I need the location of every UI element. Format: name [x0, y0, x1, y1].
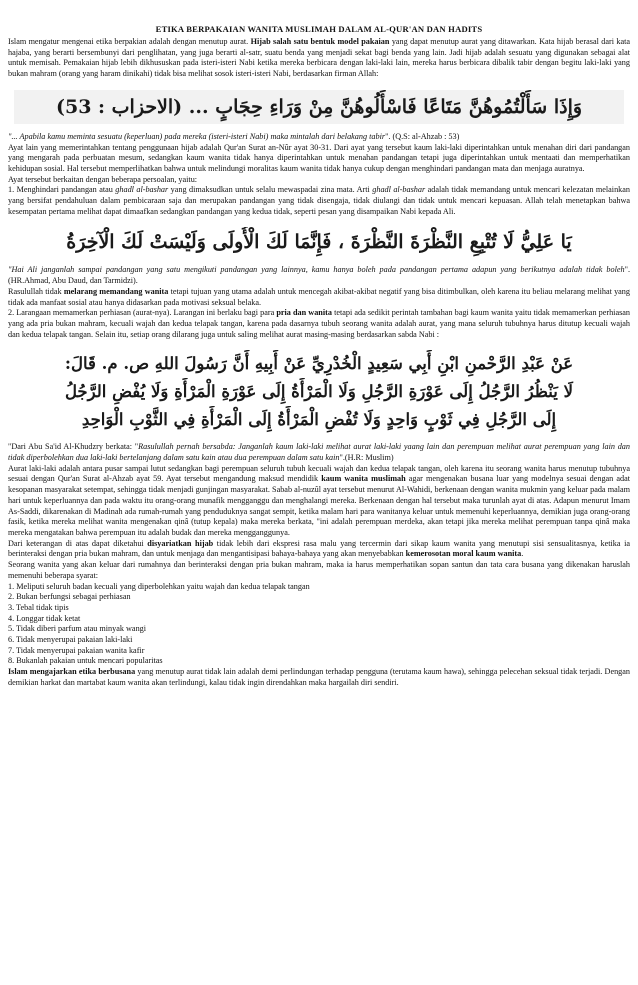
requirements-list	[8, 582, 630, 668]
para-4-bold: melarang memandang wanita	[63, 286, 169, 296]
para-5-bold: kaum wanita muslimah	[321, 474, 406, 484]
paragraph-syarat: Seorang wanita yang akan keluar dari rumahnya dan berinteraksi dengan pria bukan mahram, maka ia harus memperhatikan sopan santun dan tata cara busana yang dikenakan haruslah memenuhi beberapa syarat:	[8, 560, 630, 580]
arabic-line-3: إِلَى الرَّجُلِ فِي ثَوْبٍ وَاحِدٍ وَلَا تُفْضِ الْمَرْأَةُ إِلَى الْمَرْأَةِ فِي الثَّوْبِ الْوَاحِدِ	[81, 410, 557, 430]
list-item: 1. Meliputi seluruh badan kecuali yang diperbolehkan yaitu wajah dan kedua telapak tangan	[8, 581, 310, 591]
translation-quote-1	[8, 132, 630, 143]
paragraph-an-nur: Ayat lain yang memerintahkan tentang penggunaan hijab adalah Qur'an Surat an-Nûr ayat 30-31. Dari ayat yang tersebut kaum laki-laki diperintahkan untuk menahan diri dari pandangan yang mengarah pada perbuatan mesum, sedangkan kaum wanita tidak hanya diperintahkan untuk menahan pandangan tetapi juga diperintahkan untuk mentaati dan memperhatikan kehidupan sosial. Hal tersebut memperlihatkan bahwa untuk melindungi moralitas kaum wanita tidak hanya cukup dengan menghindari pandangan mata dan menjaga auratnya.	[8, 142, 630, 173]
para-4-text-2: tetapi tujuan yang utama adalah untuk mencegah akibat-akibat negatif yang bisa ditimbulkan, oleh karena itu beliau melarang melihat yang tidak ada manfaat sosial atau hanya didasarkan pada motivasi seksual belaka.	[8, 286, 630, 307]
point-1-ghadl-al-bashar	[8, 185, 630, 217]
para-5-text-2: agar mengenakan busana luar yang modelnya sesuai dengan adat kesopanan masyarakat setempat, sehingga tidak menjadi gunjingan masyarakat. Sabab al-nuzûl ayat tersebut menurut Al-Wahidi, berkenaan dengan wanita mukmin yang keluar pada malam hari untuk keperluannya dan pada waktu itu orang-orang munafik mengganggu dan menghalangi mereka. Berkenaan dengan hal tersebut maka turunlah ayat di atas. Adapun menurut Imam As-Saddi, dikarenakan di Madinah ada rumah-rumah yang penduduknya sangat sempit, ketika malam hari para wanitanya keluar untuk memenuhi keperluannya, demikian juga orang-orang fasik, ketika mereka melihat wanita mengenakan qinâ (tutup kepala) maka mereka berkata, "ini adalah perempuan merdeka, akan tetapi jika mereka melihat perempuan tanpa qinâ maka mereka mengatakan bahwa perempuan itu adalah budak dan mereka mengganggunya.	[8, 474, 630, 537]
point-1-italic: ghadl al-bashar	[115, 185, 169, 195]
arabic-line-1: عَنْ عَبْدِ الرَّحْمنِ ابْنِ أَبِي سَعِيدٍ الْخُدْرِيِّ عَنْ أَبِيهِ أَنَّ رَسُولَ اللهِ ص. م. قَالَ:	[64, 354, 574, 374]
quote-3-text: "Dari Abu Sa'id Al-Khudzry berkata: "	[8, 442, 139, 452]
para-6-text-2: tidak lebih dari ekspresi rasa malu yang tercermin dari sikap kaum wanita yang menutupi sisi sensualitasnya, ketika ia berinteraksi dengan pria bukan mahram, dan untuk menjaga dan mengantisipasi bahaya-bahaya yang akan menyebabkan	[8, 538, 630, 559]
point-2-bold: pria dan wanita	[276, 308, 332, 318]
paragraph-hijab	[8, 539, 630, 560]
document-title: ETIKA BERPAKAIAN WANITA MUSLIMAH DALAM AL-QUR'AN DAN HADITS	[155, 24, 483, 34]
point-2-perhiasan	[8, 308, 630, 340]
list-item: 2. Bukan berfungsi sebagai perhiasan	[8, 592, 131, 602]
paragraph-rasulullah	[8, 287, 630, 308]
intro-text: Islam mengatur mengenai etika berpakian adalah dengan menutup aurat.	[8, 37, 251, 46]
point-1-text-3: adalah tidak memandang untuk mencari kelezatan melainkan yang bersifat pendahuluan dalam pembicaraan saja dan merupakan pandangan yang tidak disengaja, tidak diulangi dan tidak untuk mencari kepuasan. Allah telah menetapkan bahwa kesempatan pertama melihat dapat dimaafkan sedangkan pandangan yang kedua tidak, seperti pesan yang disampaikan Nabi kepada Ali.	[8, 185, 630, 216]
list-item: 5. Tidak diberi parfum atau minyak wangi	[8, 624, 147, 634]
para-6-bold: disyariatkan hijab	[147, 538, 214, 548]
point-2-text-2: tetapi ada sedikit perintah tambahan bagi kaum wanita yaitu tidak memamerkan perhiasan yang ada pria bukan mahram, kecuali wajah dan kedua telapak tangan, karena pada dasarnya tubuh seorang wanita adalah aurat, yang mana seluruh tubuhnya harus ditutup kecuali wajah dan kedua telapak tangan. Selain itu, setiap orang dilarang juga untuk saling melihat aurat masing-masing berdasarkan sabda Nabi :	[8, 308, 631, 339]
point-1-italic-2: ghadl al-bashar	[372, 185, 426, 195]
quote-1-source: ". (Q.S: al-Ahzab : 53)	[385, 131, 460, 141]
closing-text: yang menutup aurat tidak lain adalah demi perlindungan terhadap pengguna (terutama kaum hawa), sehingga pelecehan seksual tidak terjadi. Dengan demikian harkat dan martabat kaum wanita akan terlindungi, kalau tidak ingin direndahkan maka hargailah diri sendiri.	[8, 667, 631, 687]
quote-3-italic: Rasulullah pernah bersabda: Janganlah kaum laki-laki melihat aurat laki-laki yaang lain dan perempuan melihat aurat perempuan yang lain dan tidak diperbolehkan dua laki-laki bertelanjang dalam satu kain atau dua perempuan dalam satu kain	[8, 442, 630, 463]
closing-paragraph	[8, 667, 630, 688]
list-item: 4. Longgar tidak ketat	[8, 613, 81, 623]
para-4-text: Rasulullah tidak	[8, 286, 64, 296]
quote-2-source: ". (HR.Ahmad, Abu Daud, dan Tarmidzi).	[8, 265, 630, 286]
arabic-hadith-ali: يَا عَلِيُّ لَا تُتْبِعِ النَّظْرَةَ النَّظْرَةَ ، فَإِنَّمَا لَكَ الْأُولَى وَلَيْسَتْ لَكَ الْآخِرَةُ	[66, 231, 572, 254]
arabic-verse-al-ahzab: وَإِذَا سَأَلْتُمُوهُنَّ مَتَاعًا فَاسْأَلُوهُنَّ مِنْ وَرَاءِ حِجَابٍ ... (الاحزاب : 53)	[14, 90, 624, 124]
quote-2-italic: "Hai Ali janganlah sampai pandangan yang satu mengikuti pandangan yang lainnya, kamu hanya boleh pada pandangan pertama adapun yang berikutnya adalah tidak boleh	[8, 265, 625, 275]
para-5-text: Aurat laki-laki adalah antara pusar sampai lutut sedangkan bagi perempuan seluruh tubuh kecuali wajah dan kedua telapak tangan, oleh karena itu seorang wanita harus menutup tubuhnya sesuai dengan Qur'an Surat al-Ahzab ayat 59. Ayat tersebut mengandung maksud mendidik	[8, 463, 630, 484]
document-page	[8, 0, 630, 689]
translation-quote-3	[8, 442, 630, 463]
paragraph-aurat	[8, 464, 630, 539]
arabic-hadith-aurat	[18, 350, 620, 434]
arabic-line-2: لَا يَنْظُرُ الرَّجُلُ إِلَى عَوْرَةِ الرَّجُلِ وَلَا الْمَرْأَةُ إِلَى عَوْرَةِ الْمَرْأَةِ وَلَا يُفْضِ الرَّجُلُ	[64, 382, 574, 402]
translation-quote-2	[8, 265, 630, 286]
point-1-text: 1. Menghindari pandangan atau	[8, 185, 116, 195]
paragraph-persoalan: Ayat tersebut berkaitan dengan beberapa persoalan, yaitu:	[8, 174, 198, 184]
intro-bold-hijab: Hijab salah satu bentuk model pakaian	[250, 37, 390, 46]
closing-bold: Islam mengajarkan etika berbusana	[8, 667, 136, 677]
quote-3-source: ".(H.R: Muslim)	[339, 453, 394, 463]
quote-1-italic: "... Apabila kamu meminta sesuatu (keperluan) pada mereka (isteri-isteri Nabi) maka mintalah dari belakang tabir	[8, 131, 386, 141]
list-item: 3. Tebal tidak tipis	[8, 602, 69, 612]
para-6-text: Dari keterangan di atas dapat diketahui	[8, 538, 148, 548]
intro-text-2: yang dapat menutup aurat yang ditawarkan. Kata hijab berasal dari kata hajaba, yang berarti bersembunyi dari penglihatan, yang juga berarti al-satr, suatu benda yang menjadi sekat bagi benda yang lain. Jadi hijab adalah sesuatu yang digunakan sebagai alat untuk memisah. Pemakaian hijab lebih dikhususkan pada isteri-isteri Nabi ketika mereka berbicara dengan laki-laki lain, mereka harus berbicara dibalik tabir dengan begitu laki-laki yang bukan mahram (orang yang haram dinikahi) tidak bisa melihat sosok isteri-isteri Nabi, berdasarkan firman Allah:	[8, 37, 630, 79]
point-1-text-2: yang dimaksudkan untuk selalu mewaspadai zina mata. Arti	[168, 185, 373, 195]
list-item: 6. Tidak menyerupai pakaian laki-laki	[8, 635, 133, 645]
intro-paragraph	[8, 37, 630, 80]
para-6-bold-2: kemerosotan moral kaum wanita	[405, 549, 522, 559]
para-6-text-3: .	[521, 549, 524, 559]
list-item: 8. Bukanlah pakaian untuk mencari popularitas	[8, 656, 163, 666]
point-2-text: 2. Larangaan memamerkan perhiasan (aurat-nya). Larangan ini berlaku bagi para	[8, 308, 277, 318]
list-item: 7. Tidak menyerupai pakaian wanita kafir	[8, 645, 145, 655]
